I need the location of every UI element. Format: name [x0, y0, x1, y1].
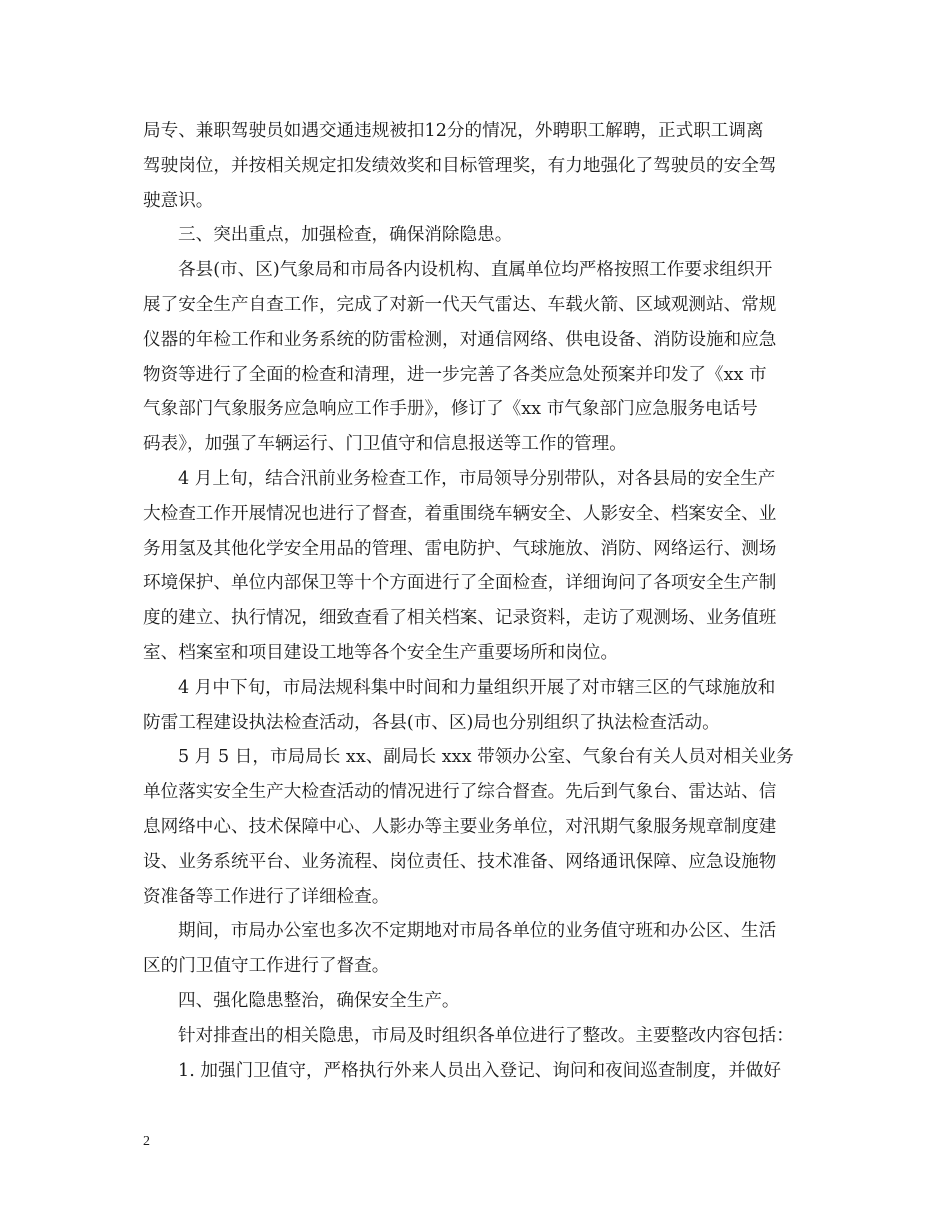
text-line: 码表》，加强了车辆运行、门卫值守和信息报送等工作的管理。 [143, 434, 627, 455]
text-line: 物资等进行了全面的检查和清理，进一步完善了各类应急处预案并印发了《xx 市 [143, 364, 767, 385]
text-line: 防雷工程建设执法检查活动，各县(市、区)局也分别组织了执法检查活动。 [143, 712, 720, 733]
text-line: 室、档案室和项目建设工地等各个安全生产重要场所和岗位。 [143, 642, 619, 663]
text-line: 4 月上旬，结合汛前业务检查工作，市局领导分别带队，对各县局的安全生产 [178, 468, 776, 489]
page-number: 2 [143, 1134, 150, 1149]
text-line: 资准备等工作进行了详细检查。 [143, 886, 390, 907]
text-line: 三、突出重点，加强检查，确保消除隐患。 [178, 225, 513, 246]
text-line: 1. 加强门卫值守，严格执行外来人员出入登记、询问和夜间巡查制度，并做好 [178, 1060, 781, 1081]
text-line: 针对排查出的相关隐患，市局及时组织各单位进行了整改。主要整改内容包括： [178, 1025, 794, 1046]
text-line: 环境保护、单位内部保卫等十个方面进行了全面检查，详细询问了各项安全生产制 [143, 573, 777, 594]
text-line: 度的建立、执行情况，细致查看了相关档案、记录资料，走访了观测场、业务值班 [143, 608, 777, 629]
text-line: 驾驶岗位，并按相关规定扣发绩效奖和目标管理奖，有力地强化了驾驶员的安全驾 [143, 155, 777, 176]
text-line: 驶意识。 [143, 190, 214, 211]
text-line: 务用氢及其他化学安全用品的管理、雷电防护、气球施放、消防、网络运行、测场 [143, 538, 777, 559]
text-line: 5 月 5 日，市局局长 xx、副局长 xxx 带领办公室、气象台有关人员对相关业务 [178, 747, 794, 768]
text-line: 区的门卫值守工作进行了督查。 [143, 956, 390, 977]
text-line: 四、强化隐患整治，确保安全生产。 [178, 990, 460, 1011]
document-body [143, 114, 823, 1088]
text-line: 局专、兼职驾驶员如遇交通违规被扣12分的情况，外聘职工解聘，正式职工调离 [143, 121, 764, 141]
text-line: 4 月中下旬，市局法规科集中时间和力量组织开展了对市辖三区的气球施放和 [178, 677, 776, 698]
text-line: 期间，市局办公室也多次不定期地对市局各单位的业务值守班和办公区、生活 [178, 921, 777, 942]
text-line: 各县(市、区)气象局和市局各内设机构、直属单位均严格按照工作要求组织开 [178, 260, 773, 281]
text-line: 气象部门气象服务应急响应工作手册》，修订了《xx 市气象部门应急服务电话号 [143, 399, 758, 420]
text-line: 大检查工作开展情况也进行了督查，着重围绕车辆安全、人影安全、档案安全、业 [143, 503, 777, 524]
text-line: 展了安全生产自查工作，完成了对新一代天气雷达、车载火箭、区域观测站、常规 [143, 294, 777, 315]
text-line: 单位落实安全生产大检查活动的情况进行了综合督查。先后到气象台、雷达站、信 [143, 782, 777, 803]
text-line: 设、业务系统平台、业务流程、岗位责任、技术准备、网络通讯保障、应急设施物 [143, 851, 777, 872]
text-line: 息网络中心、技术保障中心、人影办等主要业务单位，对汛期气象服务规章制度建 [143, 816, 777, 837]
text-line: 仪器的年检工作和业务系统的防雷检测，对通信网络、供电设备、消防设施和应急 [143, 329, 777, 350]
